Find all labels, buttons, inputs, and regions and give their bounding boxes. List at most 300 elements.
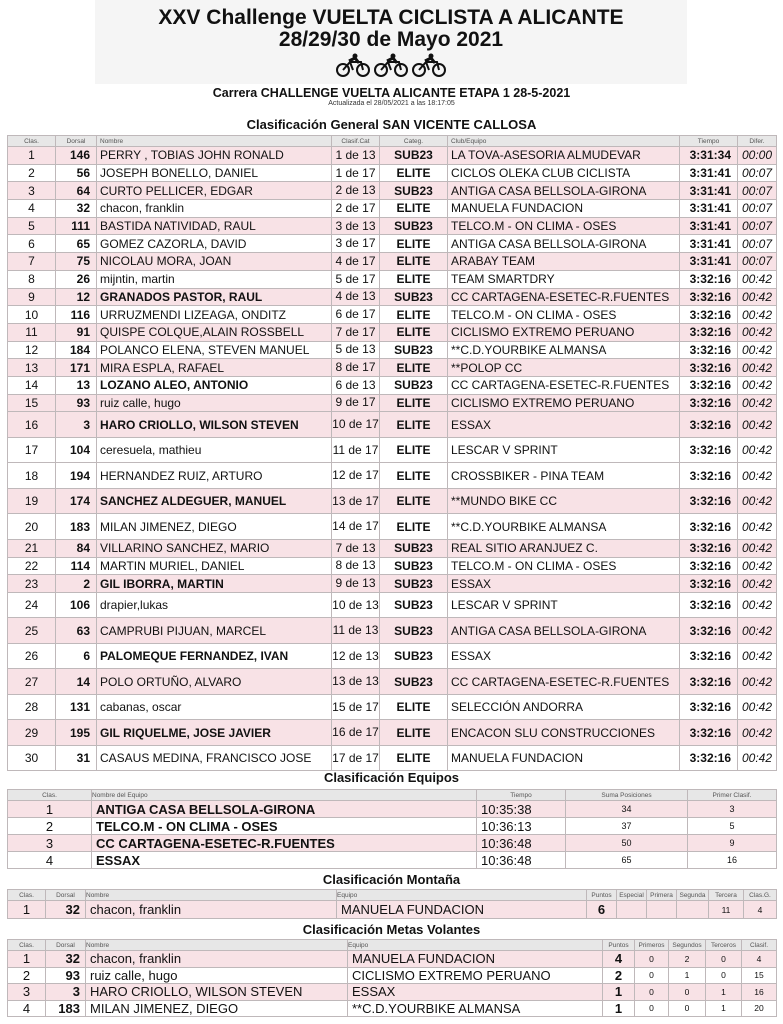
position-cell: 14: [8, 376, 56, 394]
metas-header-row: [8, 940, 777, 951]
position-cell: 26: [8, 643, 56, 669]
dorsal-cell: 194: [56, 463, 97, 489]
rider-name-cell: JOSEPH BONELLO, DANIEL: [97, 164, 332, 182]
time-cell: 10:36:13: [477, 818, 566, 835]
category-cell: ELITE: [380, 359, 448, 377]
position-cell: 28: [8, 694, 56, 720]
dorsal-cell: 183: [46, 1000, 86, 1017]
category-cell: ELITE: [380, 270, 448, 288]
category-cell: ELITE: [380, 745, 448, 771]
team-cell: MANUELA FUNDACION: [337, 901, 587, 919]
col-header: Tiempo: [680, 136, 738, 147]
dorsal-cell: 171: [56, 359, 97, 377]
club-cell: CROSSBIKER - PINA TEAM: [448, 463, 680, 489]
time-cell: 3:32:16: [680, 437, 738, 463]
category-rank-cell: 9 de 17: [332, 394, 380, 412]
col-header: Difer.: [738, 136, 777, 147]
difference-cell: 00:42: [738, 643, 777, 669]
table-row: [8, 514, 777, 540]
club-cell: SELECCIÓN ANDORRA: [448, 694, 680, 720]
position-cell: 11: [8, 323, 56, 341]
table-row: [8, 984, 777, 1001]
rider-name-cell: SANCHEZ ALDEGUER, MANUEL: [97, 488, 332, 514]
rider-name-cell: HERNANDEZ RUIZ, ARTURO: [97, 463, 332, 489]
category-cell: SUB23: [380, 147, 448, 165]
team-name-cell: TELCO.M - ON CLIMA - OSES: [92, 818, 477, 835]
position-cell: 9: [8, 288, 56, 306]
team-cell: CICLISMO EXTREMO PERUANO: [348, 967, 603, 984]
category-rank-cell: 7 de 17: [332, 323, 380, 341]
team-name-cell: CC CARTAGENA-ESETEC-R.FUENTES: [92, 835, 477, 852]
first-classified-cell: 16: [688, 852, 777, 869]
event-dates: 28/29/30 de Mayo 2021: [278, 28, 504, 51]
rider-name-cell: BASTIDA NATIVIDAD, RAUL: [97, 217, 332, 235]
dorsal-cell: 32: [56, 200, 97, 218]
col-header: Segunda: [677, 890, 709, 901]
time-cell: 3:32:16: [680, 643, 738, 669]
table-row: [8, 951, 777, 968]
time-cell: 3:32:16: [680, 270, 738, 288]
category-cell: SUB23: [380, 341, 448, 359]
col-header: Equipo: [348, 940, 603, 951]
category-cell: SUB23: [380, 182, 448, 200]
position-cell: 6: [8, 235, 56, 253]
general-classification-title: Clasificación General SAN VICENTE CALLOSA: [246, 117, 537, 132]
col-header: Terceros: [706, 940, 742, 951]
col-header: Clas.: [8, 940, 46, 951]
position-cell: 19: [8, 488, 56, 514]
firsts-cell: 0: [635, 984, 669, 1001]
time-cell: 3:32:16: [680, 341, 738, 359]
table-row: [8, 557, 777, 575]
category-rank-cell: 11 de 17: [332, 437, 380, 463]
category-rank-cell: 10 de 13: [332, 592, 380, 618]
col-header: Tercera: [709, 890, 744, 901]
difference-cell: 00:42: [738, 270, 777, 288]
club-cell: **C.D.YOURBIKE ALMANSA: [448, 514, 680, 540]
first-classified-cell: 9: [688, 835, 777, 852]
team-name-cell: ESSAX: [92, 852, 477, 869]
seconds-cell: 0: [669, 1000, 706, 1017]
time-cell: 3:32:16: [680, 288, 738, 306]
difference-cell: 00:42: [738, 288, 777, 306]
dorsal-cell: 184: [56, 341, 97, 359]
rider-name-cell: PERRY , TOBIAS JOHN RONALD: [97, 147, 332, 165]
dorsal-cell: 93: [46, 967, 86, 984]
club-cell: CICLISMO EXTREMO PERUANO: [448, 323, 680, 341]
seconds-cell: 1: [669, 967, 706, 984]
col-header: Suma Posiciones: [566, 790, 688, 801]
position-cell: 21: [8, 539, 56, 557]
metas-volantes-table: [7, 939, 777, 1017]
category-cell: SUB23: [380, 669, 448, 695]
dorsal-cell: 2: [56, 575, 97, 593]
category-rank-cell: 3 de 13: [332, 217, 380, 235]
difference-cell: 00:42: [738, 592, 777, 618]
rider-name-cell: NICOLAU MORA, JOAN: [97, 253, 332, 271]
club-cell: ANTIGA CASA BELLSOLA-GIRONA: [448, 235, 680, 253]
rider-name-cell: MIRA ESPLA, RAFAEL: [97, 359, 332, 377]
category-cell: ELITE: [380, 235, 448, 253]
table-row: [8, 592, 777, 618]
general-rank-cell: 16: [742, 984, 777, 1001]
category-rank-cell: 2 de 13: [332, 182, 380, 200]
category-cell: SUB23: [380, 557, 448, 575]
difference-cell: 00:07: [738, 235, 777, 253]
difference-cell: 00:42: [738, 669, 777, 695]
time-cell: 3:31:34: [680, 147, 738, 165]
dorsal-cell: 14: [56, 669, 97, 695]
difference-cell: 00:07: [738, 200, 777, 218]
sum-positions-cell: 65: [566, 852, 688, 869]
dorsal-cell: 116: [56, 306, 97, 324]
dorsal-cell: 84: [56, 539, 97, 557]
category-rank-cell: 7 de 13: [332, 539, 380, 557]
difference-cell: 00:42: [738, 359, 777, 377]
firsts-cell: 0: [635, 967, 669, 984]
rider-name-cell: cabanas, oscar: [97, 694, 332, 720]
table-row: [8, 1000, 777, 1017]
rider-name-cell: ceresuela, mathieu: [97, 437, 332, 463]
position-cell: 20: [8, 514, 56, 540]
difference-cell: 00:07: [738, 253, 777, 271]
table-row: [8, 720, 777, 746]
position-cell: 17: [8, 437, 56, 463]
table-row: [8, 200, 777, 218]
position-cell: 23: [8, 575, 56, 593]
difference-cell: 00:07: [738, 217, 777, 235]
category-cell: ELITE: [380, 323, 448, 341]
club-cell: LESCAR V SPRINT: [448, 592, 680, 618]
category-cell: SUB23: [380, 575, 448, 593]
mountain-header-row: [8, 890, 777, 901]
position-cell: 16: [8, 412, 56, 438]
col-header: Nombre: [97, 136, 332, 147]
category-rank-cell: 5 de 17: [332, 270, 380, 288]
teams-classification-table: [7, 789, 777, 869]
seconds-cell: 0: [669, 984, 706, 1001]
position-cell: 8: [8, 270, 56, 288]
segunda-cell: [677, 901, 709, 919]
dorsal-cell: 183: [56, 514, 97, 540]
dorsal-cell: 3: [56, 412, 97, 438]
category-cell: ELITE: [380, 306, 448, 324]
category-rank-cell: 8 de 13: [332, 557, 380, 575]
dorsal-cell: 65: [56, 235, 97, 253]
club-cell: CICLOS OLEKA CLUB CICLISTA: [448, 164, 680, 182]
table-row: [8, 801, 777, 818]
category-rank-cell: 4 de 13: [332, 288, 380, 306]
rider-name-cell: CURTO PELLICER, EDGAR: [97, 182, 332, 200]
position-cell: 18: [8, 463, 56, 489]
table-row: [8, 147, 777, 165]
time-cell: 3:32:16: [680, 359, 738, 377]
club-cell: CC CARTAGENA-ESETEC-R.FUENTES: [448, 376, 680, 394]
general-rank-cell: 4: [742, 951, 777, 968]
firsts-cell: 0: [635, 1000, 669, 1017]
general-rank-cell: 4: [744, 901, 777, 919]
header-banner: [95, 0, 687, 84]
club-cell: TELCO.M - ON CLIMA - OSES: [448, 306, 680, 324]
rider-name-cell: MILAN JIMENEZ, DIEGO: [97, 514, 332, 540]
table-row: [8, 412, 777, 438]
position-cell: 1: [8, 951, 46, 968]
rider-name-cell: HARO CRIOLLO, WILSON STEVEN: [86, 984, 348, 1001]
category-rank-cell: 6 de 17: [332, 306, 380, 324]
difference-cell: 00:42: [738, 412, 777, 438]
difference-cell: 00:42: [738, 323, 777, 341]
col-header: Clasif.Cat: [332, 136, 380, 147]
category-rank-cell: 13 de 17: [332, 488, 380, 514]
time-cell: 3:32:16: [680, 669, 738, 695]
thirds-cell: 0: [706, 967, 742, 984]
category-cell: SUB23: [380, 539, 448, 557]
teams-header-row: [8, 790, 777, 801]
difference-cell: 00:42: [738, 306, 777, 324]
time-cell: 3:32:16: [680, 745, 738, 771]
category-rank-cell: 6 de 13: [332, 376, 380, 394]
dorsal-cell: 106: [56, 592, 97, 618]
position-cell: 1: [8, 801, 92, 818]
club-cell: ESSAX: [448, 643, 680, 669]
metas-volantes-title: Clasificación Metas Volantes: [302, 922, 481, 937]
rider-name-cell: POLANCO ELENA, STEVEN MANUEL: [97, 341, 332, 359]
col-header: Clas.G.: [744, 890, 777, 901]
category-cell: SUB23: [380, 618, 448, 644]
club-cell: TELCO.M - ON CLIMA - OSES: [448, 217, 680, 235]
difference-cell: 00:00: [738, 147, 777, 165]
position-cell: 3: [8, 182, 56, 200]
dorsal-cell: 32: [46, 901, 86, 919]
time-cell: 3:31:41: [680, 235, 738, 253]
seconds-cell: 2: [669, 951, 706, 968]
time-cell: 3:32:16: [680, 376, 738, 394]
col-header: Puntos: [603, 940, 635, 951]
table-row: [8, 182, 777, 200]
position-cell: 5: [8, 217, 56, 235]
position-cell: 3: [8, 835, 92, 852]
rider-name-cell: LOZANO ALEO, ANTONIO: [97, 376, 332, 394]
general-rank-cell: 20: [742, 1000, 777, 1017]
cyclist-icon: [335, 53, 371, 77]
category-rank-cell: 10 de 17: [332, 412, 380, 438]
club-cell: LESCAR V SPRINT: [448, 437, 680, 463]
thirds-cell: 1: [706, 984, 742, 1001]
category-cell: ELITE: [380, 412, 448, 438]
category-cell: ELITE: [380, 253, 448, 271]
difference-cell: 00:07: [738, 182, 777, 200]
first-classified-cell: 5: [688, 818, 777, 835]
table-row: [8, 437, 777, 463]
category-cell: ELITE: [380, 394, 448, 412]
difference-cell: 00:42: [738, 575, 777, 593]
difference-cell: 00:42: [738, 745, 777, 771]
col-header: Clasif.: [742, 940, 777, 951]
position-cell: 2: [8, 164, 56, 182]
dorsal-cell: 6: [56, 643, 97, 669]
category-rank-cell: 14 de 17: [332, 514, 380, 540]
position-cell: 15: [8, 394, 56, 412]
category-rank-cell: 16 de 17: [332, 720, 380, 746]
event-title: XXV Challenge VUELTA CICLISTA A ALICANTE: [158, 6, 624, 29]
time-cell: 3:32:16: [680, 514, 738, 540]
dorsal-cell: 131: [56, 694, 97, 720]
category-rank-cell: 5 de 13: [332, 341, 380, 359]
category-cell: ELITE: [380, 164, 448, 182]
table-row: [8, 270, 777, 288]
rider-name-cell: CASAUS MEDINA, FRANCISCO JOSE: [97, 745, 332, 771]
category-cell: ELITE: [380, 200, 448, 218]
table-row: [8, 288, 777, 306]
dorsal-cell: 56: [56, 164, 97, 182]
time-cell: 3:32:16: [680, 720, 738, 746]
category-cell: SUB23: [380, 592, 448, 618]
table-row: [8, 745, 777, 771]
club-cell: **C.D.YOURBIKE ALMANSA: [448, 341, 680, 359]
position-cell: 22: [8, 557, 56, 575]
difference-cell: 00:42: [738, 720, 777, 746]
general-rank-cell: 15: [742, 967, 777, 984]
category-rank-cell: 13 de 13: [332, 669, 380, 695]
col-header: Puntos: [587, 890, 617, 901]
dorsal-cell: 64: [56, 182, 97, 200]
table-row: [8, 967, 777, 984]
position-cell: 12: [8, 341, 56, 359]
table-row: [8, 669, 777, 695]
time-cell: 10:36:48: [477, 835, 566, 852]
dorsal-cell: 75: [56, 253, 97, 271]
dorsal-cell: 31: [56, 745, 97, 771]
points-cell: 2: [603, 967, 635, 984]
category-rank-cell: 15 de 17: [332, 694, 380, 720]
table-row: [8, 539, 777, 557]
difference-cell: 00:07: [738, 164, 777, 182]
col-header: Primer Clasif.: [688, 790, 777, 801]
dorsal-cell: 146: [56, 147, 97, 165]
firsts-cell: 0: [635, 951, 669, 968]
dorsal-cell: 13: [56, 376, 97, 394]
points-cell: 1: [603, 984, 635, 1001]
rider-name-cell: chacon, franklin: [86, 951, 348, 968]
time-cell: 3:32:16: [680, 394, 738, 412]
table-row: [8, 306, 777, 324]
category-cell: ELITE: [380, 437, 448, 463]
category-rank-cell: 2 de 17: [332, 200, 380, 218]
difference-cell: 00:42: [738, 557, 777, 575]
time-cell: 3:32:16: [680, 618, 738, 644]
category-cell: SUB23: [380, 288, 448, 306]
position-cell: 3: [8, 984, 46, 1001]
category-cell: ELITE: [380, 720, 448, 746]
difference-cell: 00:42: [738, 694, 777, 720]
race-title: Carrera CHALLENGE VUELTA ALICANTE ETAPA 1 28-5-2021: [212, 86, 571, 100]
col-header: Dorsal: [46, 890, 86, 901]
table-row: [8, 901, 777, 919]
difference-cell: 00:42: [738, 539, 777, 557]
rider-name-cell: GRANADOS PASTOR, RAUL: [97, 288, 332, 306]
table-row: [8, 253, 777, 271]
dorsal-cell: 114: [56, 557, 97, 575]
time-cell: 3:31:41: [680, 182, 738, 200]
club-cell: MANUELA FUNDACION: [448, 200, 680, 218]
club-cell: ENCACON SLU CONSTRUCCIONES: [448, 720, 680, 746]
dorsal-cell: 195: [56, 720, 97, 746]
rider-name-cell: chacon, franklin: [86, 901, 337, 919]
dorsal-cell: 12: [56, 288, 97, 306]
table-row: [8, 694, 777, 720]
difference-cell: 00:42: [738, 394, 777, 412]
rider-name-cell: VILLARINO SANCHEZ, MARIO: [97, 539, 332, 557]
time-cell: 3:31:41: [680, 164, 738, 182]
category-cell: ELITE: [380, 514, 448, 540]
club-cell: ESSAX: [448, 412, 680, 438]
table-row: [8, 852, 777, 869]
position-cell: 10: [8, 306, 56, 324]
club-cell: ANTIGA CASA BELLSOLA-GIRONA: [448, 618, 680, 644]
category-rank-cell: 12 de 13: [332, 643, 380, 669]
table-row: [8, 618, 777, 644]
club-cell: ESSAX: [448, 575, 680, 593]
category-rank-cell: 17 de 17: [332, 745, 380, 771]
table-row: [8, 341, 777, 359]
cyclist-icon: [373, 53, 409, 77]
dorsal-cell: 26: [56, 270, 97, 288]
rider-name-cell: POLO ORTUÑO, ALVARO: [97, 669, 332, 695]
dorsal-cell: 32: [46, 951, 86, 968]
position-cell: 13: [8, 359, 56, 377]
club-cell: CICLISMO EXTREMO PERUANO: [448, 394, 680, 412]
col-header: Clas.: [8, 890, 46, 901]
general-header-row: [8, 136, 777, 147]
rider-name-cell: GOMEZ CAZORLA, DAVID: [97, 235, 332, 253]
dorsal-cell: 91: [56, 323, 97, 341]
time-cell: 3:31:41: [680, 200, 738, 218]
category-rank-cell: 8 de 17: [332, 359, 380, 377]
sum-positions-cell: 34: [566, 801, 688, 818]
tercera-cell: 11: [709, 901, 744, 919]
dorsal-cell: 111: [56, 217, 97, 235]
club-cell: LA TOVA-ASESORIA ALMUDEVAR: [448, 147, 680, 165]
difference-cell: 00:42: [738, 514, 777, 540]
time-cell: 3:32:16: [680, 557, 738, 575]
col-header: Dorsal: [46, 940, 86, 951]
club-cell: REAL SITIO ARANJUEZ C.: [448, 539, 680, 557]
category-cell: SUB23: [380, 643, 448, 669]
category-rank-cell: 1 de 17: [332, 164, 380, 182]
table-row: [8, 835, 777, 852]
table-row: [8, 376, 777, 394]
sum-positions-cell: 37: [566, 818, 688, 835]
difference-cell: 00:42: [738, 437, 777, 463]
rider-name-cell: ruiz calle, hugo: [86, 967, 348, 984]
category-cell: ELITE: [380, 694, 448, 720]
table-row: [8, 359, 777, 377]
rider-name-cell: drapier,lukas: [97, 592, 332, 618]
position-cell: 30: [8, 745, 56, 771]
table-row: [8, 643, 777, 669]
table-row: [8, 394, 777, 412]
thirds-cell: 0: [706, 951, 742, 968]
rider-name-cell: MILAN JIMENEZ, DIEGO: [86, 1000, 348, 1017]
col-header: Categ.: [380, 136, 448, 147]
col-header: Especial: [617, 890, 647, 901]
updated-timestamp: Actualizada el 28/05/2021 a las 18:17:05: [328, 100, 455, 107]
club-cell: **POLOP CC: [448, 359, 680, 377]
difference-cell: 00:42: [738, 376, 777, 394]
club-cell: CC CARTAGENA-ESETEC-R.FUENTES: [448, 288, 680, 306]
dorsal-cell: 3: [46, 984, 86, 1001]
time-cell: 3:32:16: [680, 306, 738, 324]
